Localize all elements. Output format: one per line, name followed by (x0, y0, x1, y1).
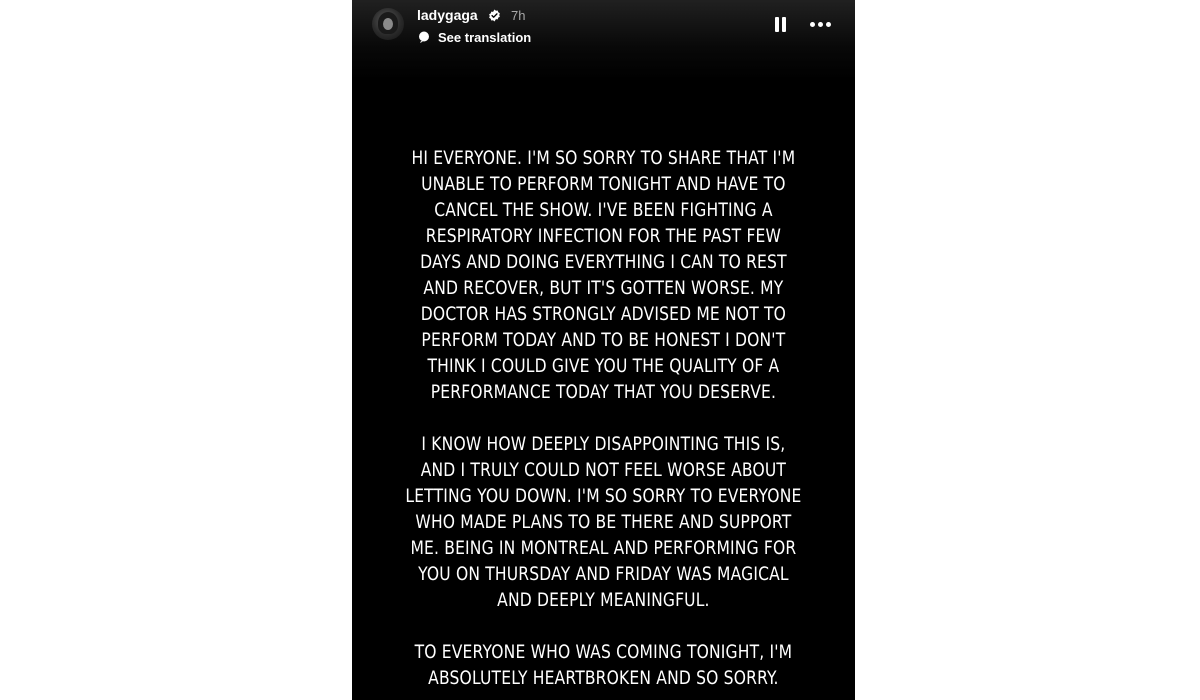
profile-avatar[interactable] (372, 8, 404, 40)
message-line: AND RECOVER, BUT IT'S GOTTEN WORSE. MY (423, 278, 784, 299)
username-link[interactable]: ladygaga (417, 7, 478, 23)
message-line: ME. BEING IN MONTREAL AND PERFORMING FOR (410, 538, 797, 559)
message-line: PERFORM TODAY AND TO BE HONEST I DON'T (421, 330, 786, 351)
pause-icon (775, 17, 779, 32)
message-line: AND DEEPLY MEANINGFUL. (497, 590, 710, 611)
message-line: DAYS AND DOING EVERYTHING I CAN TO REST (420, 252, 787, 273)
pause-icon (782, 17, 786, 32)
more-options-button[interactable] (807, 14, 835, 36)
avatar-face-shape (383, 18, 393, 30)
post-time: 7h (511, 8, 526, 23)
message-line: I KNOW HOW DEEPLY DISAPPOINTING THIS IS, (421, 434, 786, 455)
story-header (352, 0, 855, 80)
message-paragraph (392, 640, 815, 692)
story-viewer[interactable] (352, 0, 855, 700)
message-line: HI EVERYONE. I'M SO SORRY TO SHARE THAT I'M (411, 148, 796, 169)
globe-icon (418, 31, 430, 43)
more-horizontal-icon (818, 22, 823, 27)
message-line: CANCEL THE SHOW. I'VE BEEN FIGHTING A (434, 200, 773, 221)
message-line: AND I TRULY COULD NOT FEEL WORSE ABOUT (420, 460, 787, 481)
message-line: ABSOLUTELY HEARTBROKEN AND SO SORRY. (428, 668, 779, 689)
message-paragraph (392, 432, 815, 614)
message-line: WHO MADE PLANS TO BE THERE AND SUPPORT (415, 512, 792, 533)
see-translation-button[interactable]: See translation (438, 30, 532, 45)
message-line: THINK I COULD GIVE YOU THE QUALITY OF A (427, 356, 780, 377)
story-message (392, 146, 815, 700)
more-horizontal-icon (826, 22, 831, 27)
more-horizontal-icon (810, 22, 815, 27)
verified-badge-icon (488, 9, 501, 22)
message-line: LETTING YOU DOWN. I'M SO SORRY TO EVERYONE (405, 486, 802, 507)
message-line: YOU ON THURSDAY AND FRIDAY WAS MAGICAL (418, 564, 789, 585)
message-line: RESPIRATORY INFECTION FOR THE PAST FEW (425, 226, 782, 247)
message-line: UNABLE TO PERFORM TONIGHT AND HAVE TO (421, 174, 786, 195)
message-paragraph (392, 146, 815, 406)
message-line: DOCTOR HAS STRONGLY ADVISED ME NOT TO (420, 304, 787, 325)
pause-button[interactable] (770, 14, 790, 36)
message-line: TO EVERYONE WHO WAS COMING TONIGHT, I'M (414, 642, 793, 663)
message-line: PERFORMANCE TODAY THAT YOU DESERVE. (430, 382, 777, 403)
